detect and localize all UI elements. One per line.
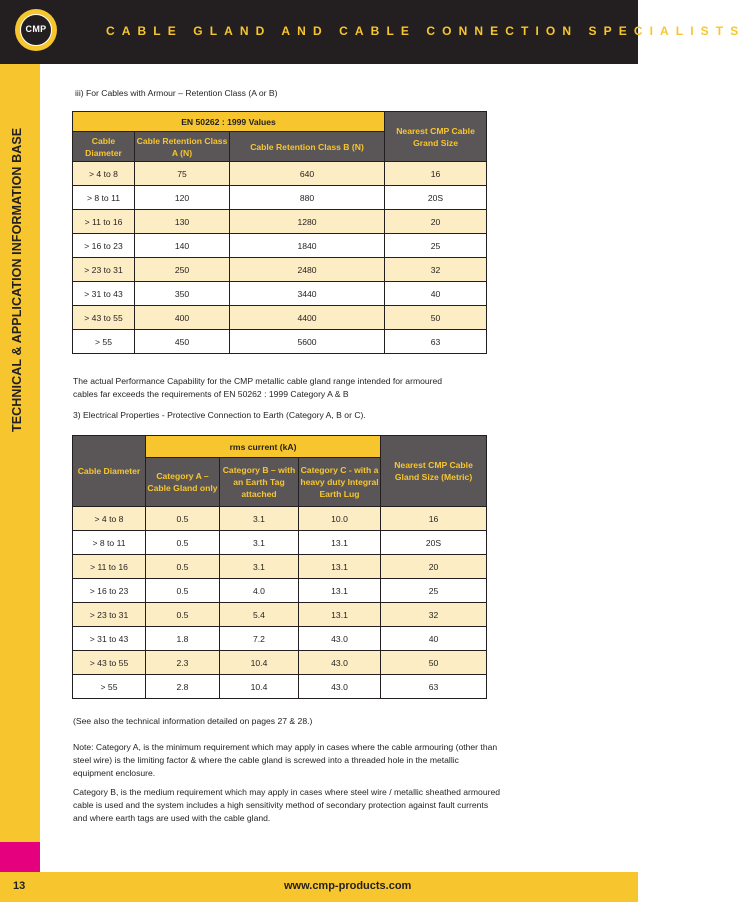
earth-table-row — [73, 627, 487, 651]
category-a-note-line2: steel wire) is the limiting factor & where the cable gland is screwed into a threaded hole in the metallic — [73, 755, 459, 765]
retention-table-cell: > 55 — [73, 330, 135, 354]
header-cable-diameter-2: Cable Diameter — [73, 436, 146, 507]
header-nearest-size-metric: Nearest CMP Cable Gland Size (Metric) — [381, 436, 487, 507]
earth-table-cell: 32 — [381, 603, 487, 627]
earth-table-body — [73, 507, 487, 699]
earth-table-cell: 0.5 — [146, 555, 220, 579]
header-nearest-size: Nearest CMP Cable Grand Size — [385, 112, 487, 162]
retention-table-row — [73, 330, 487, 354]
retention-table-cell: 20S — [385, 186, 487, 210]
earth-table-cell: 0.5 — [146, 531, 220, 555]
retention-table-cell: 130 — [135, 210, 230, 234]
retention-table-cell: 1840 — [230, 234, 385, 258]
earth-table-cell: 63 — [381, 675, 487, 699]
rms-group-header: rms current (kA) — [146, 436, 381, 458]
retention-table-body — [73, 162, 487, 354]
earth-table-cell: 20 — [381, 555, 487, 579]
earth-table-cell: 7.2 — [220, 627, 299, 651]
page-number: 13 — [13, 880, 26, 892]
section2-heading: 3) Electrical Properties - Protective Connection to Earth (Category A, B or C). — [73, 410, 366, 420]
earth-table-cell: 40 — [381, 627, 487, 651]
earth-table-row — [73, 531, 487, 555]
retention-table-cell: > 31 to 43 — [73, 282, 135, 306]
earth-table-cell: 10.0 — [299, 507, 381, 531]
retention-table-cell: 250 — [135, 258, 230, 282]
retention-table-cell: 400 — [135, 306, 230, 330]
section1-heading: iii) For Cables with Armour – Retention Class (A or B) — [75, 88, 278, 98]
header-retention-class-b: Cable Retention Class B (N) — [230, 132, 385, 162]
sidebar-title: TECHNICAL & APPLICATION INFORMATION BASE — [10, 127, 24, 432]
earth-table-row — [73, 651, 487, 675]
earth-table-cell: 13.1 — [299, 555, 381, 579]
footer-url[interactable]: www.cmp-products.com — [284, 880, 412, 892]
earth-table-cell: 43.0 — [299, 627, 381, 651]
earth-table-cell: 5.4 — [220, 603, 299, 627]
header-cable-diameter: Cable Diameter — [73, 132, 135, 162]
earth-table-cell: 13.1 — [299, 531, 381, 555]
earth-table-cell: > 8 to 11 — [73, 531, 146, 555]
earth-table-row — [73, 507, 487, 531]
category-b-note-line3: and where earth tags are used with the cable gland. — [73, 813, 271, 823]
retention-table-cell: 32 — [385, 258, 487, 282]
earth-table-cell: 2.8 — [146, 675, 220, 699]
earth-table-cell: 13.1 — [299, 603, 381, 627]
retention-table-cell: 450 — [135, 330, 230, 354]
retention-table-cell: 75 — [135, 162, 230, 186]
earth-table-cell: 1.8 — [146, 627, 220, 651]
earth-table-row — [73, 675, 487, 699]
earth-table-cell: 3.1 — [220, 531, 299, 555]
earth-table-cell: > 31 to 43 — [73, 627, 146, 651]
category-b-note-line2: cable is used and the system includes a high sensitivity method of secondary protection against fault currents — [73, 800, 489, 810]
retention-table-cell: 140 — [135, 234, 230, 258]
header-category-a: Category A – Cable Gland only — [146, 458, 220, 507]
earth-table-cell: 20S — [381, 531, 487, 555]
retention-table-cell: 20 — [385, 210, 487, 234]
retention-table-cell: > 16 to 23 — [73, 234, 135, 258]
earth-table-cell: > 4 to 8 — [73, 507, 146, 531]
retention-table-cell: 25 — [385, 234, 487, 258]
retention-table-row — [73, 234, 487, 258]
retention-table-row — [73, 306, 487, 330]
sidebar — [0, 64, 40, 842]
retention-table-row — [73, 162, 487, 186]
retention-table-cell: > 8 to 11 — [73, 186, 135, 210]
earth-table-cell: 3.1 — [220, 507, 299, 531]
earth-table-cell: > 23 to 31 — [73, 603, 146, 627]
retention-table-cell: 40 — [385, 282, 487, 306]
earth-table-cell: 16 — [381, 507, 487, 531]
earth-table-row — [73, 579, 487, 603]
retention-table-cell: 16 — [385, 162, 487, 186]
earth-table-cell: > 16 to 23 — [73, 579, 146, 603]
retention-table-row — [73, 282, 487, 306]
retention-table-row — [73, 258, 487, 282]
retention-table-cell: 1280 — [230, 210, 385, 234]
retention-table-cell: 63 — [385, 330, 487, 354]
retention-table-row — [73, 186, 487, 210]
earth-table-cell: 25 — [381, 579, 487, 603]
retention-table-cell: 120 — [135, 186, 230, 210]
retention-table-row — [73, 210, 487, 234]
earth-table-cell: 3.1 — [220, 555, 299, 579]
header-retention-class-a: Cable Retention Class A (N) — [135, 132, 230, 162]
logo-text: CMP — [25, 24, 47, 34]
retention-table-cell: 350 — [135, 282, 230, 306]
category-a-note-line3: equipment enclosure. — [73, 768, 156, 778]
retention-table-cell: > 23 to 31 — [73, 258, 135, 282]
earth-table-cell: 0.5 — [146, 579, 220, 603]
earth-table-cell: 43.0 — [299, 651, 381, 675]
earth-table-cell: 43.0 — [299, 675, 381, 699]
earth-table-cell: > 55 — [73, 675, 146, 699]
retention-table — [72, 111, 487, 354]
page-header — [0, 0, 745, 64]
earth-table-cell: 10.4 — [220, 651, 299, 675]
retention-table-cell: 5600 — [230, 330, 385, 354]
header-category-c: Category C - with a heavy duty Integral Earth Lug — [299, 458, 381, 507]
section1-note-line1: The actual Performance Capability for the CMP metallic cable gland range intended for armoured — [73, 376, 443, 386]
retention-table-cell: 50 — [385, 306, 487, 330]
earth-table-cell: 4.0 — [220, 579, 299, 603]
category-b-note-line1: Category B, is the medium requirement which may apply in cases where steel wire / metallic sheathed armoured — [73, 787, 501, 797]
retention-table-cell: > 4 to 8 — [73, 162, 135, 186]
earth-table-cell: 0.5 — [146, 603, 220, 627]
header-category-b: Category B – with an Earth Tag attached — [220, 458, 299, 507]
retention-table-cell: 640 — [230, 162, 385, 186]
sidebar-accent-block — [0, 842, 40, 872]
retention-table-cell: 3440 — [230, 282, 385, 306]
retention-table-cell: 880 — [230, 186, 385, 210]
retention-group-header: EN 50262 : 1999 Values — [73, 112, 385, 132]
earth-table-cell: 13.1 — [299, 579, 381, 603]
earth-table-cell: 2.3 — [146, 651, 220, 675]
retention-table-cell: 4400 — [230, 306, 385, 330]
earth-table-cell: 10.4 — [220, 675, 299, 699]
earth-connection-table — [72, 435, 487, 699]
section1-note-line2: cables far exceeds the requirements of EN 50262 : 1999 Category A & B — [73, 389, 349, 399]
earth-table-cell: > 43 to 55 — [73, 651, 146, 675]
earth-table-cell: 50 — [381, 651, 487, 675]
category-a-note-line1: Note: Category A, is the minimum requirement which may apply in cases where the cable armouring (other than — [73, 742, 498, 752]
retention-table-cell: > 43 to 55 — [73, 306, 135, 330]
header-tagline: CABLE GLAND AND CABLE CONNECTION SPECIALISTS — [106, 24, 745, 38]
retention-table-cell: 2480 — [230, 258, 385, 282]
earth-table-row — [73, 603, 487, 627]
earth-table-cell: 0.5 — [146, 507, 220, 531]
earth-table-row — [73, 555, 487, 579]
retention-table-cell: > 11 to 16 — [73, 210, 135, 234]
see-also-note: (See also the technical information detailed on pages 27 & 28.) — [73, 716, 313, 726]
earth-table-cell: > 11 to 16 — [73, 555, 146, 579]
cmp-logo — [15, 9, 57, 51]
